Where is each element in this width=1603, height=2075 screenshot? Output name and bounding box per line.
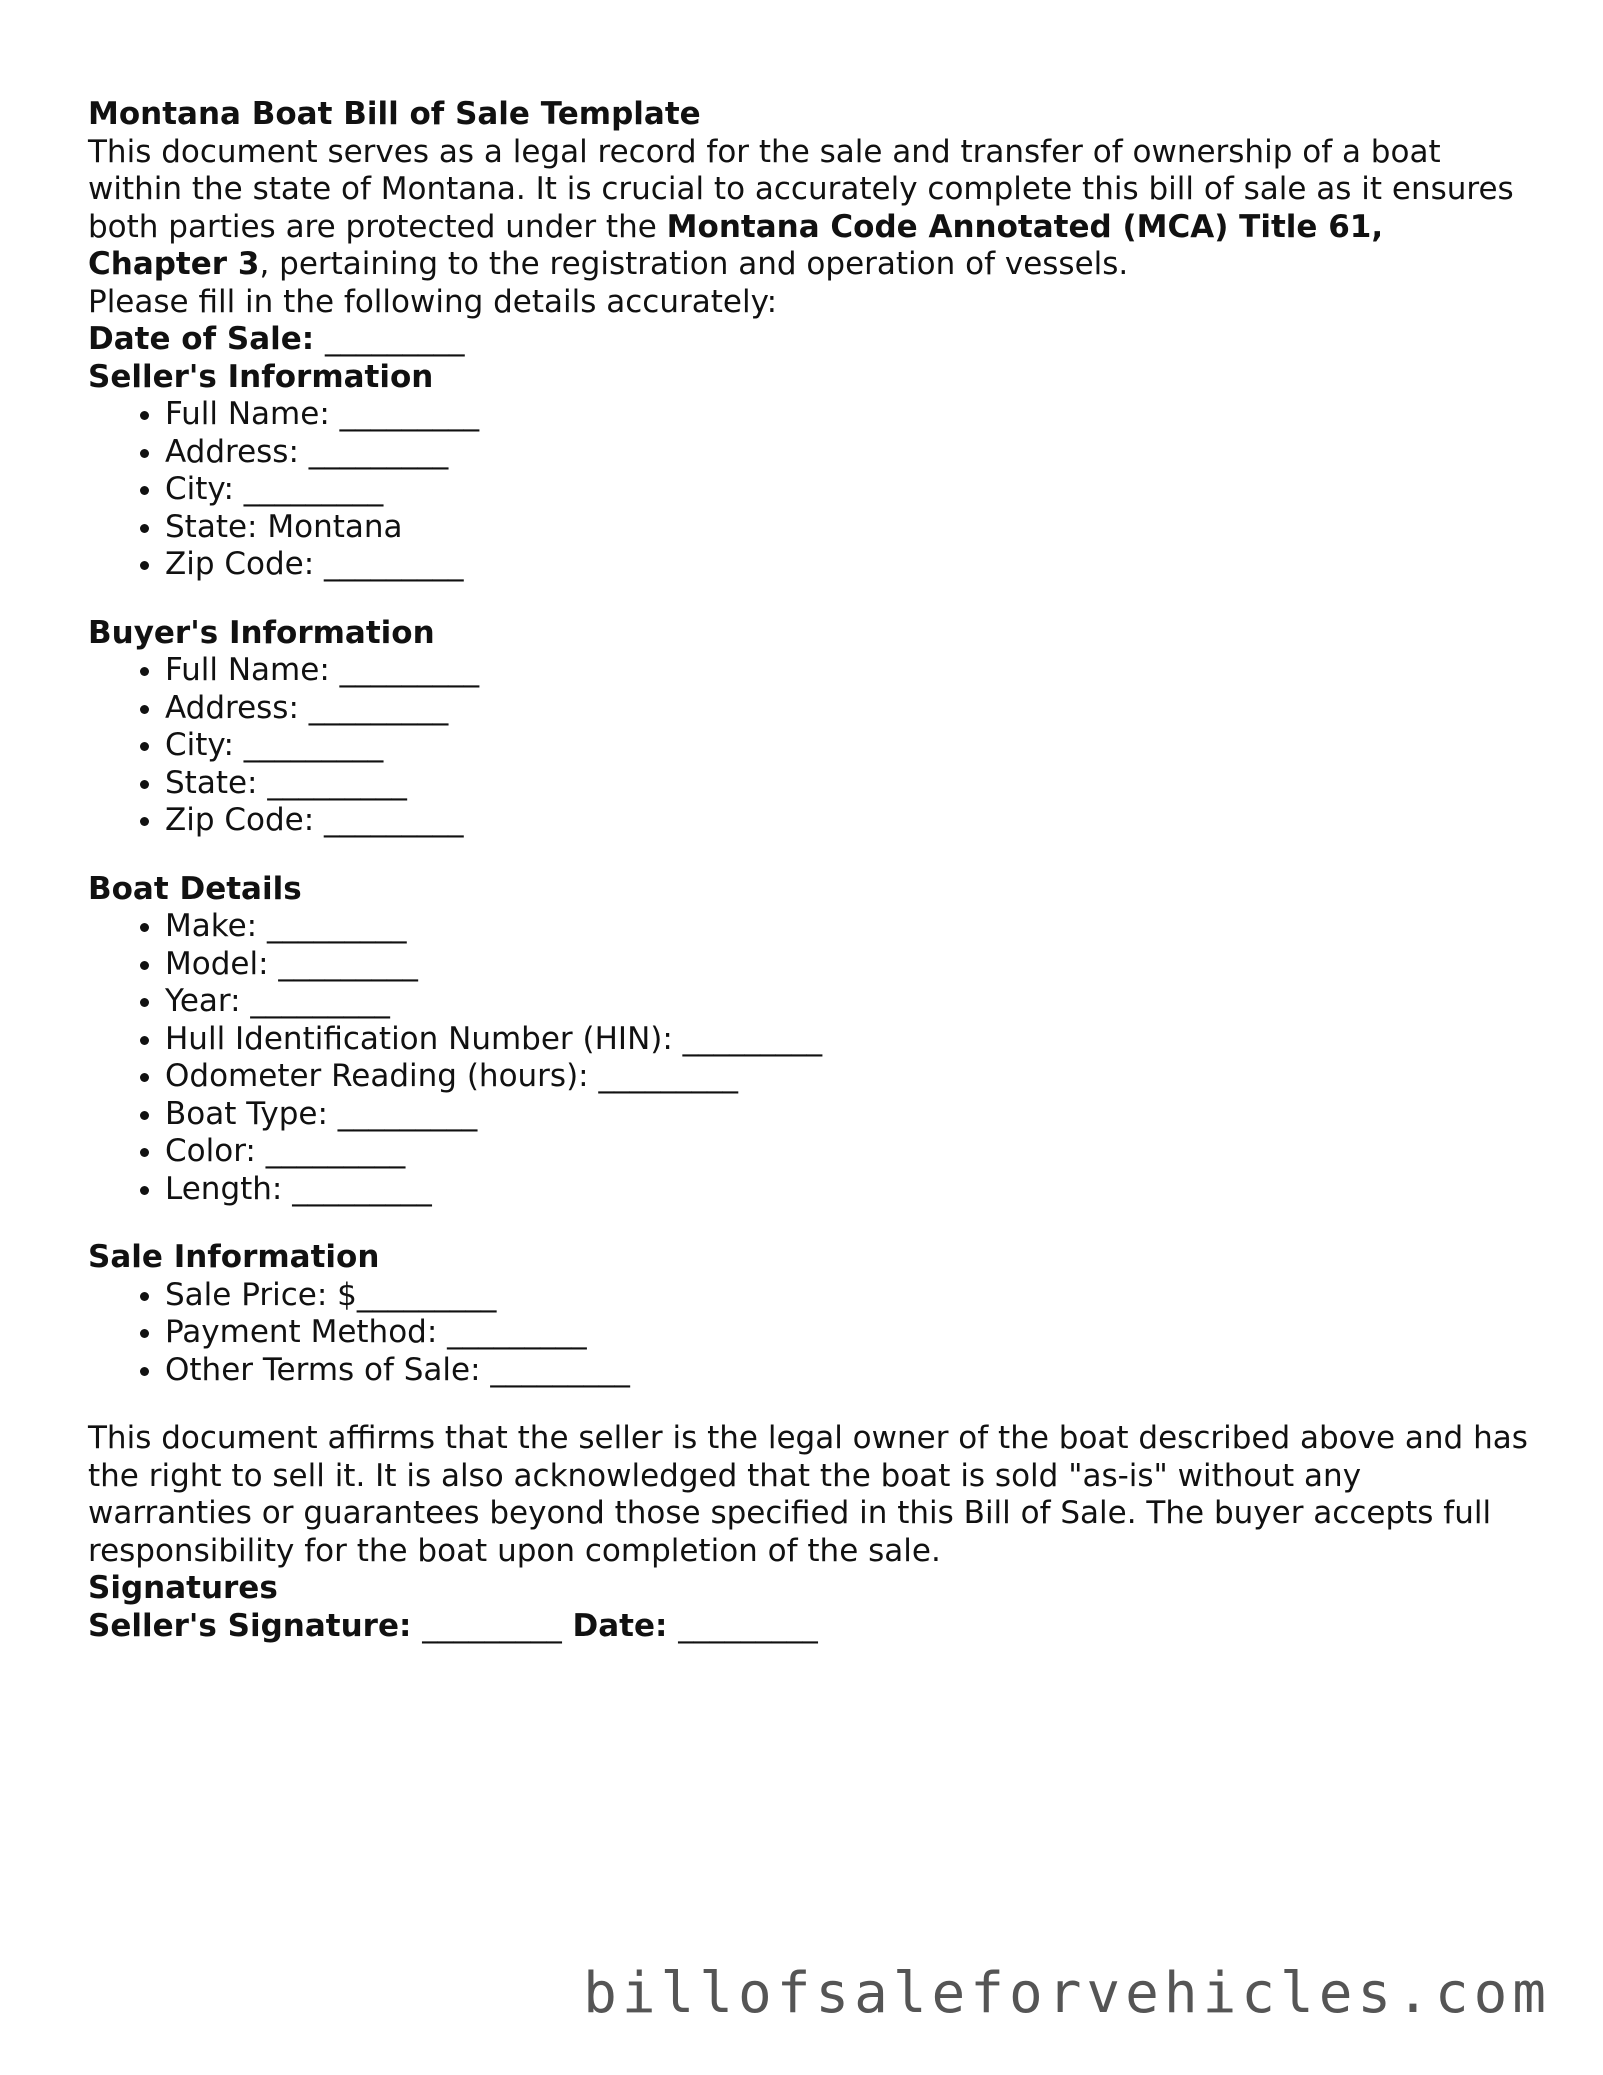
list-item: • Full Name: _________ — [165, 652, 1528, 690]
seller-signature-label: Seller's Signature: — [88, 1607, 412, 1644]
list-item: • Zip Code: _________ — [165, 546, 1528, 584]
sale-heading: Sale Information — [88, 1239, 380, 1275]
list-item: • Zip Code: _________ — [165, 802, 1528, 840]
watermark-text: billofsaleforvehicles.com — [583, 1961, 1551, 2026]
date-of-sale-line — [88, 321, 1528, 359]
intro-legal-reference: Montana Code Annotated (MCA) Title 61, Chapter 3 — [88, 208, 1384, 282]
signature-date-label: Date: — [572, 1607, 668, 1644]
buyer-list — [88, 652, 1528, 840]
sale-list — [88, 1277, 1528, 1390]
signature-date-blank: _________ — [678, 1607, 818, 1644]
seller-list — [88, 396, 1528, 584]
list-item: • Year: _________ — [165, 983, 1528, 1021]
list-item: • Odometer Reading (hours): _________ — [165, 1058, 1528, 1096]
document-body — [88, 96, 1528, 1645]
seller-signature-line — [88, 1608, 1528, 1646]
list-item: • Model: _________ — [165, 946, 1528, 984]
buyer-heading: Buyer's Information — [88, 614, 435, 651]
affirmation-paragraph: This document affirms that the seller is the legal owner of the boat described above and has the right to sell it. It is also acknowledged that the boat is sold "as-is" without any warranties or guarantees beyond those specified in this Bill of Sale. The buyer accepts full responsibility for the boat upon completion of the sale. — [88, 1420, 1528, 1569]
seller-signature-blank: _________ — [422, 1607, 562, 1644]
list-item: • Hull Identification Number (HIN): _________ — [165, 1021, 1528, 1059]
boat-heading: Boat Details — [88, 870, 302, 907]
intro-paragraph — [88, 134, 1528, 284]
intro-text-1: This document serves as a legal record for the sale and transfer of ownership of a boat within the state of Montana. It is crucial to accurately complete this bill of sale as it ensures both parties are protected under the — [88, 133, 1514, 245]
list-item: • Length: _________ — [165, 1171, 1528, 1209]
boat-list — [88, 908, 1528, 1208]
instruction-text: Please fill in the following details accurately: — [88, 283, 778, 320]
intro-text-2: , pertaining to the registration and operation of vessels. — [259, 246, 1129, 282]
list-item: • Payment Method: _________ — [165, 1314, 1528, 1352]
list-item: • City: _________ — [165, 727, 1528, 765]
date-of-sale-label: Date of Sale: — [88, 321, 315, 357]
list-item: • Sale Price: $_________ — [165, 1277, 1528, 1315]
list-item: • Color: _________ — [165, 1133, 1528, 1171]
list-item: • State: Montana — [165, 509, 1528, 547]
document-title: Montana Boat Bill of Sale Template — [88, 96, 701, 132]
list-item: • Address: _________ — [165, 434, 1528, 472]
seller-heading: Seller's Information — [88, 358, 434, 395]
list-item: • Make: _________ — [165, 908, 1528, 946]
list-item: • Full Name: _________ — [165, 396, 1528, 434]
date-of-sale-blank: _________ — [324, 321, 465, 357]
list-item: • City: _________ — [165, 471, 1528, 509]
list-item: • Address: _________ — [165, 690, 1528, 728]
signatures-heading: Signatures — [88, 1570, 278, 1606]
list-item: • Other Terms of Sale: _________ — [165, 1352, 1528, 1390]
list-item: • State: _________ — [165, 765, 1528, 803]
list-item: • Boat Type: _________ — [165, 1096, 1528, 1134]
